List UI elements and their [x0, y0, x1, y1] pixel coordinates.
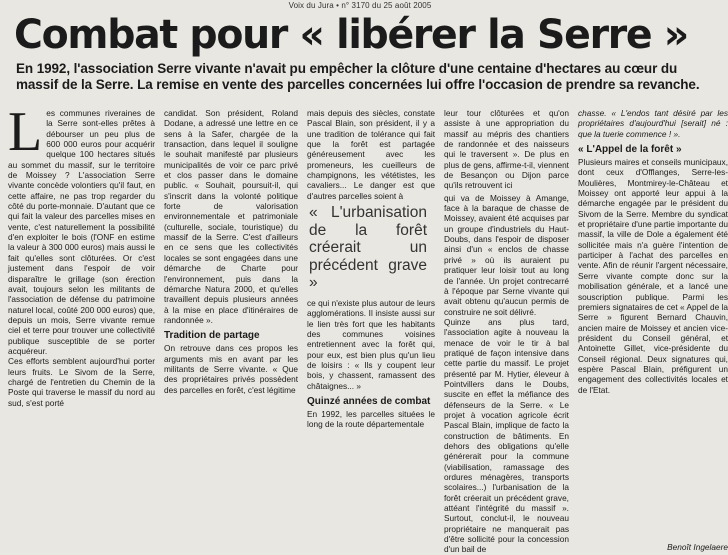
column-3-paragraph-1: mais depuis des siècles, constate Pascal Blain, son président, il y a une tradition de tolérance qui fait que la forêt est partagée généreusement avec les promeneurs, les cueilleurs de champignons, les vététistes, les cavaliers... Le danger est que d'autres parcelles soient à [307, 108, 435, 201]
author-signature: Benoît Ingelaere [667, 542, 728, 553]
pullquote: « L'urbanisation de la forêt créerait un précédent grave » [309, 204, 427, 291]
column-1-paragraph-2: Ces efforts semblent aujourd'hui porter leurs fruits. Le Sivom de la Serre, chargé de l'entretien du Chemin de la Poste qui traverse le massif du nord au sud, s'est porté [8, 356, 155, 408]
article-columns [8, 101, 728, 555]
column-2-paragraph-2: On retrouve dans ces propos les arguments mis en avant par les militants de Serre vivante. « Que des propriétaires privés possèdent des parcelles en forêt, c'est légitime [164, 343, 298, 395]
column-3-paragraph-2: ce qui n'existe plus autour de leurs agglomérations. Il insiste aussi sur le lien très fort que les habitants des communes voisines entretiennent avec la forêt qui, pour eux, est bien plus qu'un lieu de loisirs : « Ils y coupent leur bois, y chassent, ramassent des châtaignes... » [307, 298, 435, 391]
column-2-paragraph-1: candidat. Son président, Roland Dodane, a adressé une lettre en ce sens à la Safer, chargée de la transaction, dans lequel il souligne le souhait manifesté par plusieurs municipalités de voir ce parc privé et clos passer dans le domaine public. « Souhait, poursuit-il, qui s'inscrit dans la volonté politique forte de valorisation environnementale et patrimoniale (culturelle, sociale, touristique) du massif de la Serre. C'est d'ailleurs en ce sens que les collectivités locales se sont engagées dans une démarche de Charte pour l'environnement, puis dans la démarche Natura 2000, et qu'elles travaillent depuis plusieurs années à la mise en place d'itinéraires de randonnée ». [164, 108, 298, 325]
subhead-appel-foret: « L'Appel de la forêt » [578, 144, 682, 156]
subhead-tradition: Tradition de partage [164, 330, 260, 342]
column-3b-paragraph-1: leur tour clôturées et qu'on assiste à une appropriation du massif au mépris des chantiers de randonnée et des naisseurs qui le traversent ». De plus en plus de gens, affirme-t-il, viennent de Besançon ou Dijon parce qu'ils retrouvent ici [444, 108, 569, 191]
column-5 [578, 108, 728, 555]
drop-cap: L [8, 101, 43, 163]
column-1 [8, 101, 155, 555]
column-4-paragraph-1: qui va de Moissey à Amange, face à la baraque de chasse de Moissey, avaient été acquises par un groupe d'industriels du Haut-Doubs, dans l'espoir de disposer ainsi d'un « enclos de chasse privé » où ils auraient pu pratiquer leur loisir tout au long de l'année. Un projet contrecarré à l'époque par Serne vivante qui avait obtenu qu'aucun permis de construire ne soit délivré. [444, 192, 569, 317]
headline: Combat pour « libérer la Serre » [14, 12, 688, 58]
column-1-paragraph-1: es communes riveraines de la Serre sont-elles prêtes à débourser un peu plus de 600 000 euros pour acquérir quelque 100 hectares situés au sommet du massif, sur le territoire de Moissey ? L'association Serre vivante concède volontiers qu'il faut, en cette affaire, ne pas trop regarder du côté du porte-monnaie. D'autant que ce qui fait la valeur des parcelles mises en vente, c'est naturellement la possibilité d'en exploiter le bois (l'ONF en estime la valeur à 300 000 euros) mais aussi le fait qu'elles sont clôturées. Or c'est justement dans l'espoir de voir disparaître le grillage (son érection avait, toujours selon les militants de l'association de défense du patrimoine naturel local, coûté 200 000 euros) que, depuis un mois, Serre vivante remue ciel et terre pour trouver une collectivité publique susceptible de se porter acquéreur. [8, 108, 155, 356]
lead-paragraph: En 1992, l'association Serre vivante n'avait pu empêcher la clôture d'une centaine d'hectares au cœur du massif de la Serre. La remise en vente des parcelles concernées lui offre l'occasion de prendre sa revanche. [16, 61, 700, 92]
subhead-quinze-annees: Quinzé années de combat [307, 396, 431, 408]
column-3 [307, 108, 435, 555]
column-3-paragraph-3: En 1992, les parcelles situées le long de la route départementale [307, 409, 435, 430]
column-4 [444, 108, 569, 555]
column-4-paragraph-2: Quinze ans plus tard, l'association agite à nouveau la menace de voir le tir à bal pratiqué de façon intensive dans cette partie du massif. Le projet présenté par M. Hytier, éleveur à Pointvillers dans le Doubs, suscite en effet la méfiance des défenseurs de la Serre. « Le projet à vocation agricole écrit Pascal Blain, implique de facto la construction de bâtiments. En dehors des obligations qu'elle générerait pour la commune (viabilisation, ramassage des ordures ménagères, transports scolaires...) l'urbanisation de la forêt créerait un précédent grave, attéant l'intégrité du massif ». Surtout, conclut-il, le nouveau propriétaire ne manquerait pas d'être sollicité pour la concession d'un bail de [444, 316, 569, 555]
column-2 [164, 108, 298, 555]
column-5-paragraph-2: Plusieurs maires et conseils municipaux, dont ceux d'Offlanges, Serre-les-Moulières, Montmirey-le-Château et Moissey ont apporté leur appui à la démarche engagée par le président du Sivom de la Serre. Membre du syndicat et propriétaire d'une partie importante du massif, la ville de Dole a également été sollicitée mais n'a guère l'intention de participer à l'achat des parcelles en vente. Afin de réunir l'argent nécessaire, Serre vivante compte donc sur la mobilisation générale, et a lancé une souscription publique. Parmi les premiers signataires de cet « Appel de la Serre » figurent Bernard Chauvin, ancien maire de Moissey et ancien vice-président du Conseil général, et Antoinette Gillet, vice-présidente du Conseil régional. Deux signatures qui, espère Pascal Blain, préfigurent un engagement des collectivités locales et de l'Etat. [578, 157, 728, 395]
column-5-paragraph-1: chasse. « L'endos tant désiré par les propriétaires d'aujourd'hui [serait] né : que la tuerie commence ! ». [578, 108, 728, 139]
pullquote-area [307, 202, 435, 298]
masthead: Voix du Jura • n° 3170 du 25 août 2005 [288, 1, 432, 10]
